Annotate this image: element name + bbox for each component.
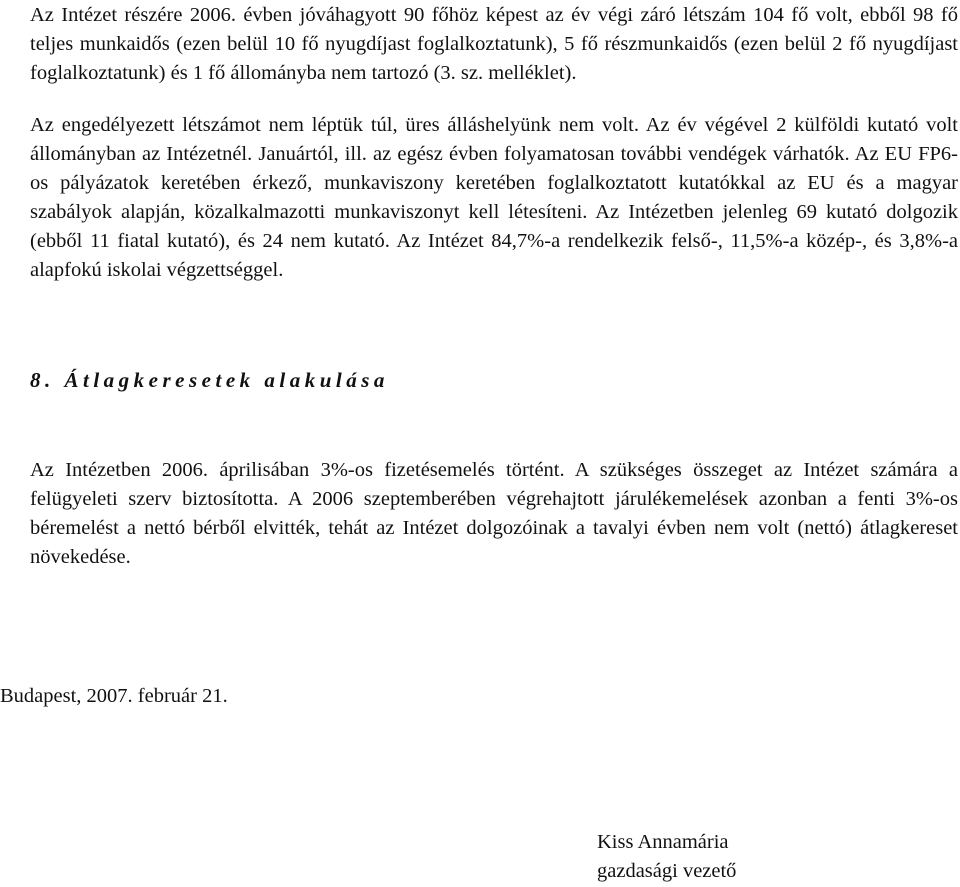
signer-name: Kiss Annamária (597, 831, 729, 853)
headcount-paragraph: Az engedélyezett létszámot nem léptük túl, üres álláshelyünk nem volt. Az év végével 2 külföldi kutató volt állományban az Intézetnél. Januártól, ill. az egész évben folyamatosan további vendégek várhatók. Az EU FP6-os pályázatok keretében érkező, munkaviszony keretében foglalkoztatott kutatókkal az EU és a magyar szabályok alapján, közalkalmazotti munkaviszonyt kell létesíteni. Az Intézetben jelenleg 69 kutató dolgozik (ebből 11 fiatal kutató), és 24 nem kutató. Az Intézet 84,7%-a rendelkezik felső-, 11,5%-a közép-, és 3,8%-a alapfokú iskolai végzettséggel. (30, 114, 958, 281)
salary-paragraph: Az Intézetben 2006. áprilisában 3%-os fizetésemelés történt. A szükséges összeget az Intézet számára a felügyeleti szerv biztosította. A 2006 szeptemberében végrehajtott járulékemelések azonban a fenti 3%-os béremelést a nettó bérből elvitték, tehát az Intézet dolgozóinak a tavalyi évben nem volt (nettó) átlagkereset növekedése. (30, 459, 958, 568)
signer-title: gazdasági vezető (597, 860, 737, 882)
staffing-paragraph: Az Intézet részére 2006. évben jóváhagyott 90 főhöz képest az év végi záró létszám 104 fő volt, ebből 98 fő teljes munkaidős (ezen belül 10 fő nyugdíjast foglalkoztatunk), 5 fő részmunkaidős (ezen belül 2 fő nyugdíjast foglalkoztatunk) és 1 fő állományba nem tartozó (3. sz. melléklet). (30, 4, 958, 84)
place-date: Budapest, 2007. február 21. (0, 685, 228, 707)
section-heading: 8. Átlagkeresetek alakulása (30, 368, 389, 392)
signature-block (597, 828, 736, 886)
